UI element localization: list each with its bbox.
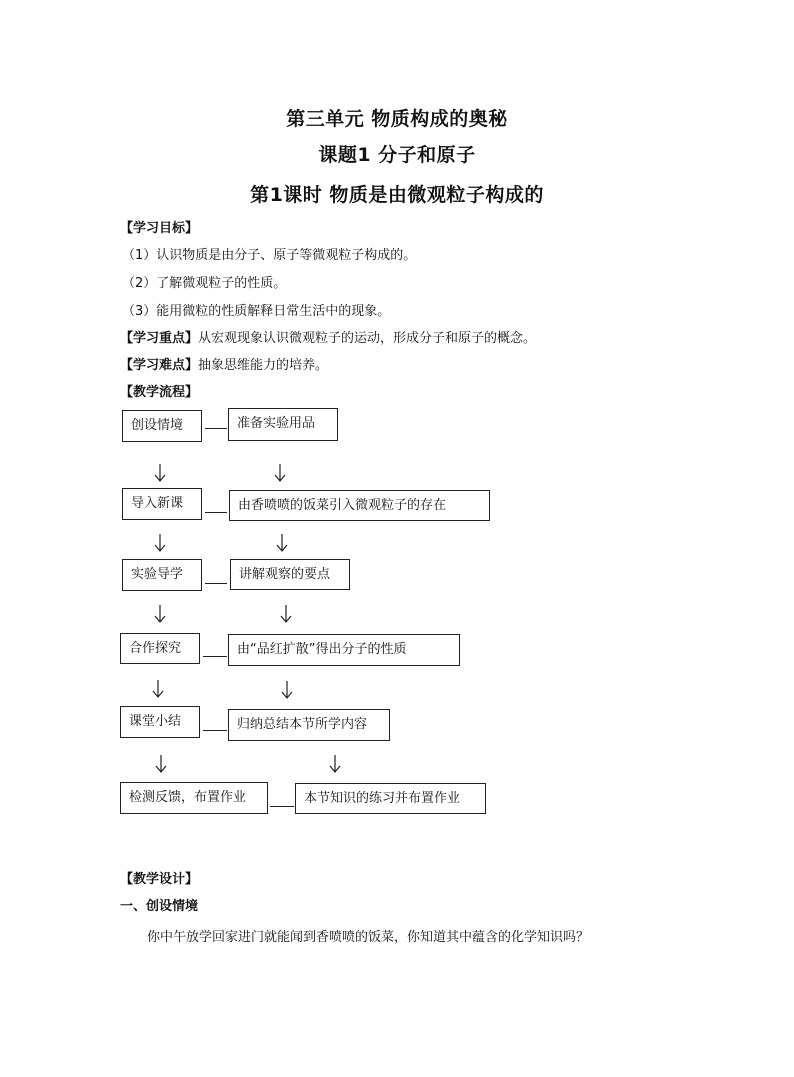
- down-arrow-icon: [154, 533, 166, 553]
- flow-step-left: 创设情境: [122, 410, 202, 442]
- flow-heading: 【教学流程】: [120, 385, 199, 400]
- objective-item: （3）能用微粒的性质解释日常生活中的现象。: [122, 304, 391, 319]
- down-arrow-icon: [280, 604, 292, 624]
- lesson-title: 课题1 分子和原子: [318, 144, 476, 166]
- flow-step-right: 本节知识的练习并布置作业: [295, 783, 486, 814]
- objective-item: （1）认识物质是由分子、原子等微观粒子构成的。: [122, 248, 417, 263]
- down-arrow-icon: [274, 463, 286, 483]
- difficulty-text: 抽象思维能力的培养。: [198, 358, 329, 373]
- down-arrow-icon: [152, 679, 164, 699]
- down-arrow-icon: [154, 604, 166, 624]
- flow-step-right: 由香喷喷的饭菜引入微观粒子的存在: [229, 490, 490, 521]
- flow-connector: [205, 583, 227, 584]
- down-arrow-icon: [276, 533, 288, 553]
- key-point: [120, 330, 536, 348]
- flow-step-right: 由“品红扩散”得出分子的性质: [228, 634, 460, 666]
- difficulty-label: 【学习难点】: [120, 358, 199, 373]
- down-arrow-icon: [155, 754, 167, 774]
- section-paragraph: 你中午放学回家进门就能闻到香喷喷的饭菜，你知道其中蕴含的化学知识吗？: [147, 930, 590, 945]
- flow-step-left: 合作探究: [120, 633, 200, 664]
- flow-connector: [205, 512, 227, 513]
- objectives-heading: 【学习目标】: [120, 221, 199, 236]
- flow-step-right: 归纳总结本节所学内容: [228, 709, 390, 741]
- down-arrow-icon: [281, 680, 293, 700]
- flow-connector: [203, 730, 227, 731]
- period-title: 第1课时 物质是由微观粒子构成的: [250, 184, 544, 206]
- key-point-text: 从宏观现象认识微观粒子的运动，形成分子和原子的概念。: [198, 331, 537, 346]
- flow-connector: [205, 428, 227, 429]
- section-title: 一、创设情境: [120, 899, 199, 914]
- flow-step-right: 准备实验用品: [228, 408, 338, 441]
- flow-connector: [203, 656, 227, 657]
- objective-item: （2）了解微观粒子的性质。: [122, 276, 287, 291]
- down-arrow-icon: [154, 463, 166, 483]
- difficulty: [120, 357, 328, 375]
- flow-connector: [270, 806, 294, 807]
- unit-title: 第三单元 物质构成的奥秘: [286, 108, 508, 130]
- flow-step-right: 讲解观察的要点: [230, 559, 350, 590]
- down-arrow-icon: [329, 754, 341, 774]
- key-point-label: 【学习重点】: [120, 331, 199, 346]
- design-heading: 【教学设计】: [120, 872, 199, 887]
- flow-step-left: 导入新课: [122, 488, 202, 520]
- flow-step-left: 实验导学: [122, 559, 202, 591]
- flow-step-left: 检测反馈，布置作业: [120, 782, 268, 814]
- flow-step-left: 课堂小结: [120, 706, 200, 738]
